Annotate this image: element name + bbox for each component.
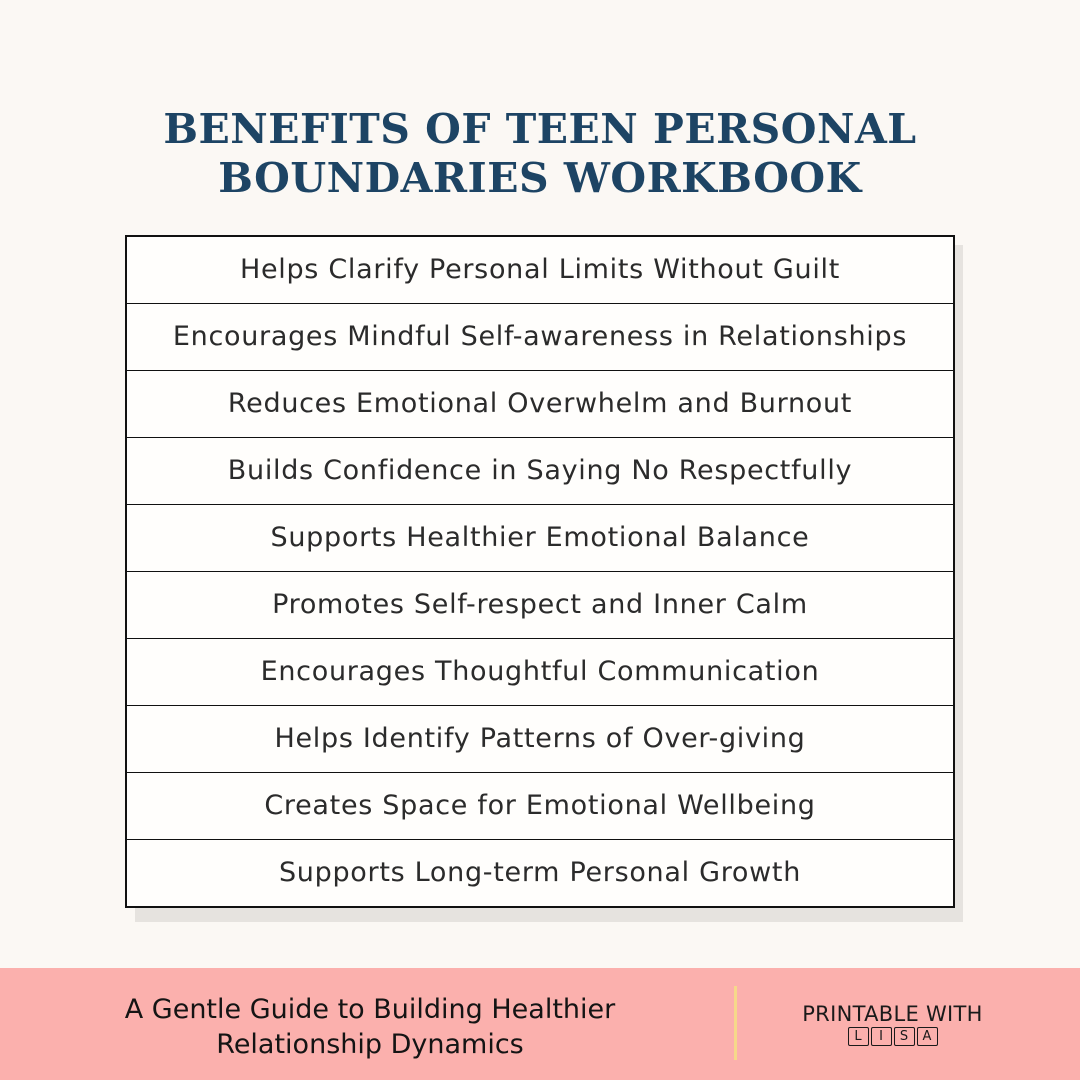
brand-letter: I [871, 1027, 892, 1046]
brand-letter: S [894, 1027, 915, 1046]
footer-tagline [80, 992, 660, 1062]
page-title-line-1: BENEFITS OF TEEN PERSONAL [163, 105, 917, 154]
list-item: Builds Confidence in Saying No Respectfully [127, 438, 953, 505]
list-item: Supports Long-term Personal Growth [278, 857, 802, 888]
list-item: Creates Space for Emotional Wellbeing [127, 773, 953, 840]
list-item: Reduces Emotional Overwhelm and Burnout [127, 371, 953, 438]
list-item: Helps Identify Patterns of Over-giving [127, 706, 953, 773]
list-item: Promotes Self-respect and Inner Calm [127, 572, 953, 639]
brand-logo [790, 1003, 995, 1046]
list-item: Encourages Thoughtful Communication [127, 639, 953, 706]
benefits-list [125, 235, 955, 908]
page-title-line-2: BOUNDARIES WORKBOOK [218, 154, 862, 203]
footer-divider [734, 986, 737, 1060]
footer-band [0, 968, 1080, 1080]
brand-name: PRINTABLE WITH [802, 1002, 983, 1026]
footer-tagline-line-1: A Gentle Guide to Building Healthier [124, 994, 616, 1025]
list-item: Encourages Mindful Self-awareness in Relationships [127, 304, 953, 371]
list-item: Helps Clarify Personal Limits Without Guilt [127, 237, 953, 304]
brand-letter: L [848, 1027, 869, 1046]
footer-tagline-line-2: Relationship Dynamics [216, 1029, 524, 1060]
page-title [0, 105, 1080, 203]
list-item: Supports Healthier Emotional Balance [127, 505, 953, 572]
brand-letter-boxes [790, 1027, 995, 1046]
brand-letter: A [917, 1027, 938, 1046]
